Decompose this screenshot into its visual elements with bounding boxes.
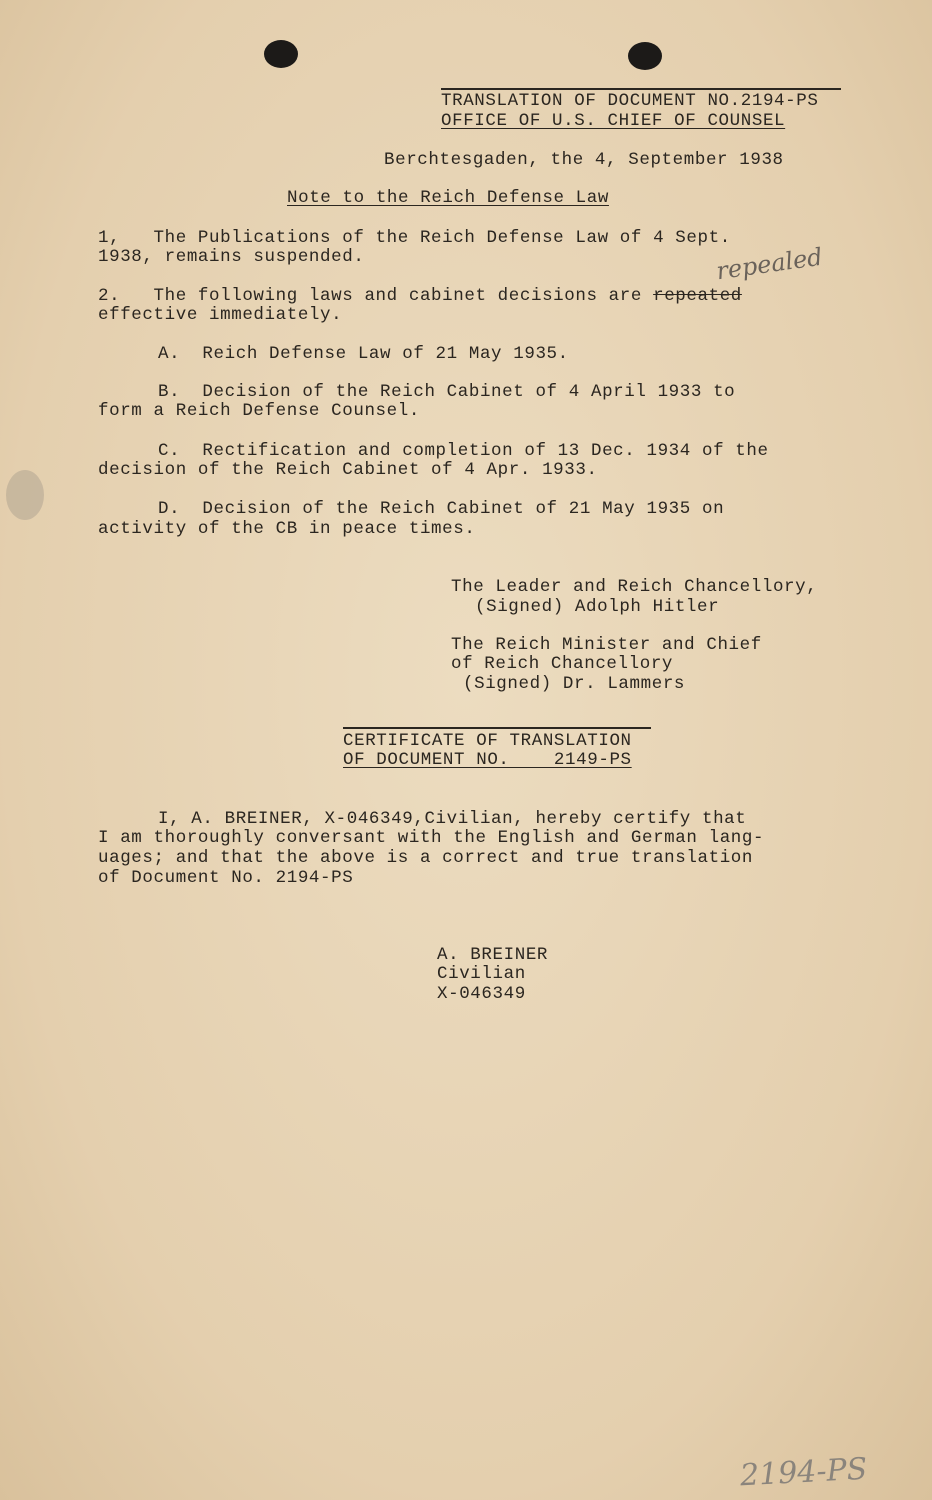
certificate-body-4: of Document No. 2194-PS xyxy=(98,868,354,888)
certificate-body-1: I, A. BREINER, X-046349,Civilian, hereby certify that xyxy=(158,809,747,829)
para2-line2: effective immediately. xyxy=(98,305,343,325)
certificate-body-3: uages; and that the above is a correct and true translation xyxy=(98,848,754,868)
punch-hole-right xyxy=(628,42,662,70)
para2-line1 xyxy=(98,287,742,306)
signature1-title: The Leader and Reich Chancellory, xyxy=(451,577,818,597)
handwritten-document-number: 2194-PS xyxy=(739,1451,869,1494)
signature2-title: The Reich Minister and Chief xyxy=(451,635,762,655)
item-c-line1: C. Rectification and completion of 13 Dec. 1934 of the xyxy=(158,441,769,461)
dateline: Berchtesgaden, the 4, September 1938 xyxy=(384,150,784,170)
struck-word: repeated xyxy=(653,286,742,306)
item-c-line2: decision of the Reich Cabinet of 4 Apr. 1933. xyxy=(98,460,598,480)
certificate-title-1: CERTIFICATE OF TRANSLATION xyxy=(343,731,632,751)
item-b-line1: B. Decision of the Reich Cabinet of 4 April 1933 to xyxy=(158,382,736,402)
item-a: A. Reich Defense Law of 21 May 1935. xyxy=(158,344,569,364)
para1-line2: 1938, remains suspended. xyxy=(98,247,365,267)
document-title: Note to the Reich Defense Law xyxy=(287,188,609,208)
signature2-name: (Signed) Dr. Lammers xyxy=(463,674,686,694)
header-line-2: OFFICE OF U.S. CHIEF OF COUNSEL xyxy=(441,111,786,131)
item-d-line1: D. Decision of the Reich Cabinet of 21 May 1935 on xyxy=(158,499,725,519)
punch-hole-left xyxy=(264,40,298,68)
para2-line1-text: 2. The following laws and cabinet decisions are xyxy=(98,286,654,306)
edge-stain xyxy=(6,470,44,520)
handwritten-correction: repealed xyxy=(714,242,825,286)
certificate-top-rule xyxy=(343,727,651,729)
header-line-1: TRANSLATION OF DOCUMENT NO.2194-PS xyxy=(441,91,819,111)
item-b-line2: form a Reich Defense Counsel. xyxy=(98,401,420,421)
signature2-title-cont: of Reich Chancellory xyxy=(451,654,674,674)
signature1-name: (Signed) Adolph Hitler xyxy=(475,597,720,617)
translator-role: Civilian xyxy=(437,964,526,984)
certificate-title-2: OF DOCUMENT NO. 2149-PS xyxy=(343,750,632,770)
header-top-rule xyxy=(441,88,841,90)
translator-serial: X-046349 xyxy=(437,984,526,1004)
translator-name: A. BREINER xyxy=(437,945,549,965)
item-d-line2: activity of the CB in peace times. xyxy=(98,519,476,539)
certificate-body-2: I am thoroughly conversant with the English and German lang- xyxy=(98,828,765,848)
para1-line1: 1, The Publications of the Reich Defense Law of 4 Sept. xyxy=(98,228,731,248)
